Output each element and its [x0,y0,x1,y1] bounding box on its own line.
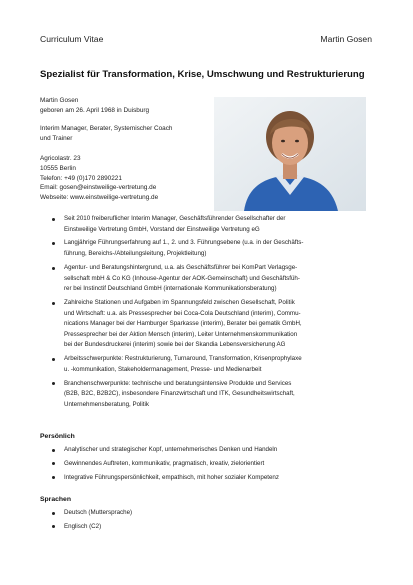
bullet-icon [52,512,55,515]
person-name: Martin Gosen [40,97,79,104]
email[interactable]: Email: gosen@einstweilige-vertretung.de [40,184,157,192]
sprachen-item: Englisch (C2) [40,522,375,533]
personlich-list [40,445,375,487]
bullet-icon [52,449,55,452]
personlich-item: Integrative Führungspersönlichkeit, empathisch, mit hoher sozialer Kompetenz [40,473,375,484]
bullet-icon [52,382,55,385]
bullet-icon [52,476,55,479]
header-person-name: Martin Gosen [320,34,372,44]
experience-item: Zahlreiche Stationen und Aufgaben im Spannungsfeld zwischen Gesellschaft, Politik und Wirtschaft: u.a. als Pressesprecher bei Coca-Cola Deutschland (interim), Commu- nications Manager bei der Hamburger Sparkasse (interim), Berater bei gematik GmbH, Pressesprecher bei der Aktion Mensch (interim), Leiter Unternehmenskommunikation bei der Bundesdruckerei (interim) sowie bei der Skandia Lebensversicherung AG [40,298,375,351]
personlich-item: Gewinnendes Auftreten, kommunikativ, pragmatisch, kreativ, zielorientiert [40,459,375,470]
bullet-icon [52,462,55,465]
experience-item: Arbeitsschwerpunkte: Restrukturierung, Turnaround, Transformation, Krisenprophylaxe u. -kommunikation, Stakeholdermanagement, Presse- und Medienarbeit [40,354,375,375]
section-heading-personlich: Persönlich [40,433,75,440]
experience-item: Seit 2010 freiberuflicher Interim Manager, Geschäftsführender Gesellschafter der Einstweilige Vertretung GmbH, Vorstand der Einstweilige Vertretung eG [40,214,375,235]
website[interactable]: Webseite: www.einstweilige-vertretung.de [40,194,159,202]
experience-item: Branchenschwerpunkte: technische und beratungsintensive Produkte und Services (B2B, B2C, B2B2C), insbesondere Finanzwirtschaft und ITK, Gesundheitswirtschaft, Unternehmensberatung, Politik [40,379,375,411]
header-document-type: Curriculum Vitae [40,34,104,44]
sprachen-item: Deutsch (Muttersprache) [40,508,375,519]
role-line-2: und Trainer [40,134,73,142]
sprachen-list [40,508,375,536]
phone: Telefon: +49 (0)170 2890221 [40,174,122,182]
contact-block [40,154,158,203]
bullet-icon [52,358,55,361]
bullet-icon [52,267,55,270]
portrait-illustration [214,97,366,211]
section-heading-sprachen: Sprachen [40,496,71,503]
role-line-1: Interim Manager, Berater, Systemischer Coach [40,125,173,132]
bullet-icon [52,302,55,305]
role-block [40,124,172,144]
address-street: Agricolastr. 23 [40,155,81,162]
cv-title: Spezialist für Transformation, Krise, Umschwung und Restrukturierung [40,69,365,80]
experience-item: Langjährige Führungserfahrung auf 1., 2. und 3. Führungsebene (u.a. in der Geschäfts- führung, Bereichs-/Abteilungsleitung, Projektleitung) [40,238,375,259]
birth-info: geboren am 26. April 1968 in Duisburg [40,106,150,114]
portrait-photo [214,97,366,211]
bullet-icon [52,218,55,221]
address-city: 10555 Berlin [40,164,76,172]
personlich-item: Analytischer und strategischer Kopf, unternehmerisches Denken und Handeln [40,445,375,456]
bullet-icon [52,242,55,245]
personal-name-block [40,96,149,116]
experience-list [40,214,375,414]
bullet-icon [52,525,55,528]
experience-item: Agentur- und Beratungshintergrund, u.a. als Geschäftsführer bei KomPart Verlagsge- sellschaft mbH & Co KG (Inhouse-Agentur der AOK-Gemeinschaft) und Geschäftsfüh- rer bei Instinctif Deutschland GmbH (internationale Kommunikationsberatung) [40,263,375,295]
